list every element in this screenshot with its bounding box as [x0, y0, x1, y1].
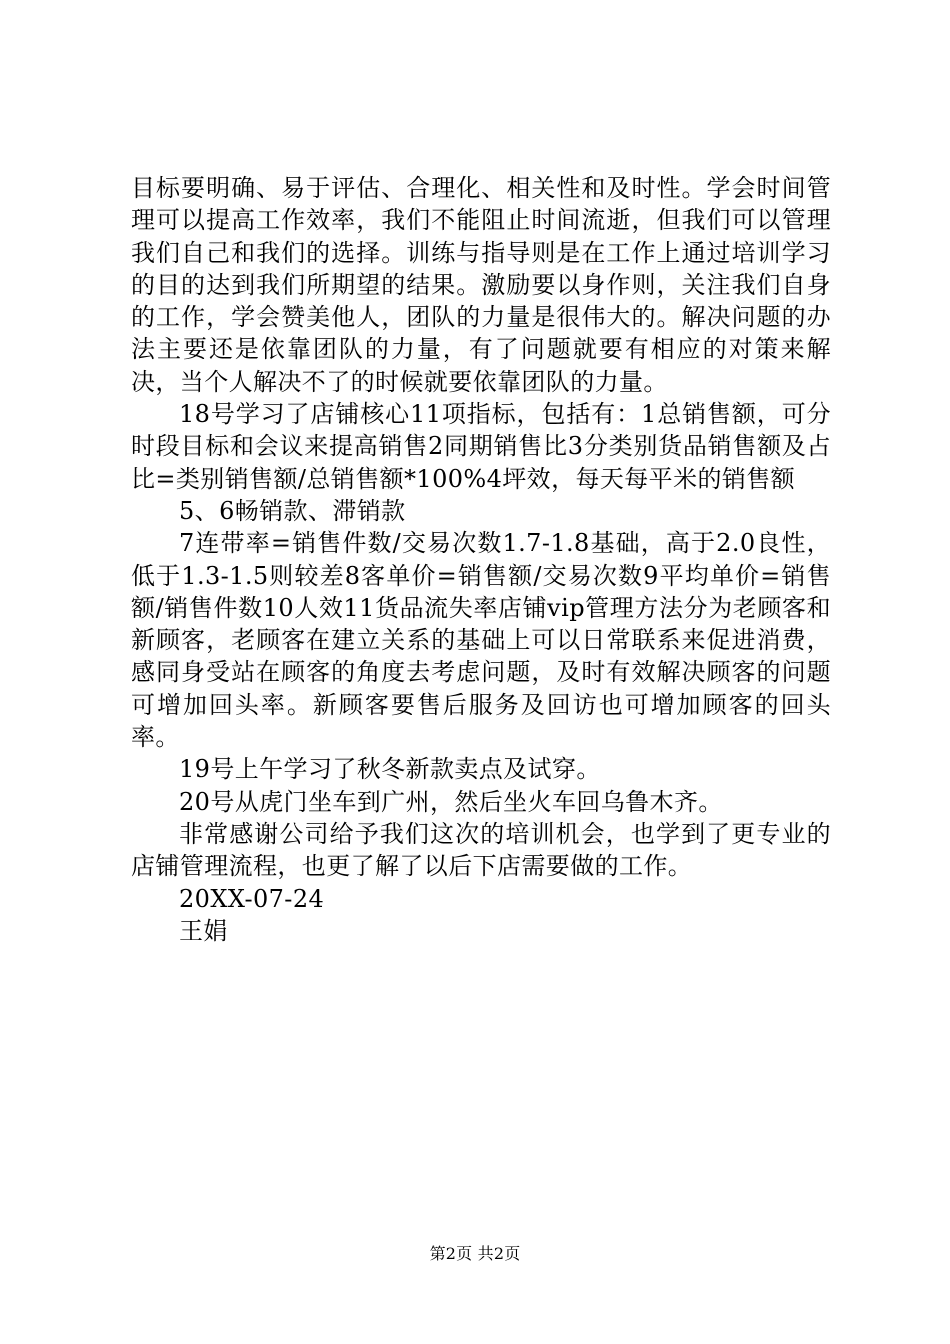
document-body — [131, 172, 831, 947]
paragraph-day-18-indicators: 18号学习了店铺核心11项指标，包括有：1总销售额，可分时段目标和会议来提高销售2同期销售比3分类别货品销售额及占比=类别销售额/总销售额*100%4坪效，每天每平米的销售额 — [131, 400, 831, 493]
page-number-footer: 第2页 共2页 — [429, 1244, 521, 1263]
paragraph-items-7-11: 7连带率=销售件数/交易次数1.7-1.8基础，高于2.0良性，低于1.3-1.5则较差8客单价=销售额/交易次数9平均单价=销售额/销售件数10人效11货品流失率店铺vip管理方法分为老顾客和新顾客，老顾客在建立关系的基础上可以日常联系来促进消费，感同身受站在顾客的角度去考虑问题，及时有效解决顾客的问题可增加回头率。新顾客要售后服务及回访也可增加顾客的回头率。 — [131, 529, 831, 752]
document-author: 王娟 — [179, 916, 228, 945]
paragraph-thanks: 非常感谢公司给予我们这次的培训机会，也学到了更专业的店铺管理流程，也更了解了以后下店需要做的工作。 — [131, 819, 831, 881]
paragraph-day-20: 20号从虎门坐车到广州，然后坐火车回乌鲁木齐。 — [179, 787, 723, 816]
document-date: 20XX-07-24 — [179, 884, 325, 913]
paragraph-items-5-6: 5、6畅销款、滞销款 — [179, 496, 406, 525]
paragraph-goals-continuation: 目标要明确、易于评估、合理化、相关性和及时性。学会时间管理可以提高工作效率，我们不能阻止时间流逝，但我们可以管理我们自己和我们的选择。训练与指导则是在工作上通过培训学习的目的达到我们所期望的结果。激励要以身作则，关注我们自身的工作，学会赞美他人，团队的力量是很伟大的。解决问题的办法主要还是依靠团队的力量，有了问题就要有相应的对策来解决，当个人解决不了的时候就要依靠团队的力量。 — [131, 174, 831, 396]
paragraph-day-19: 19号上午学习了秋冬新款卖点及试穿。 — [179, 755, 601, 784]
